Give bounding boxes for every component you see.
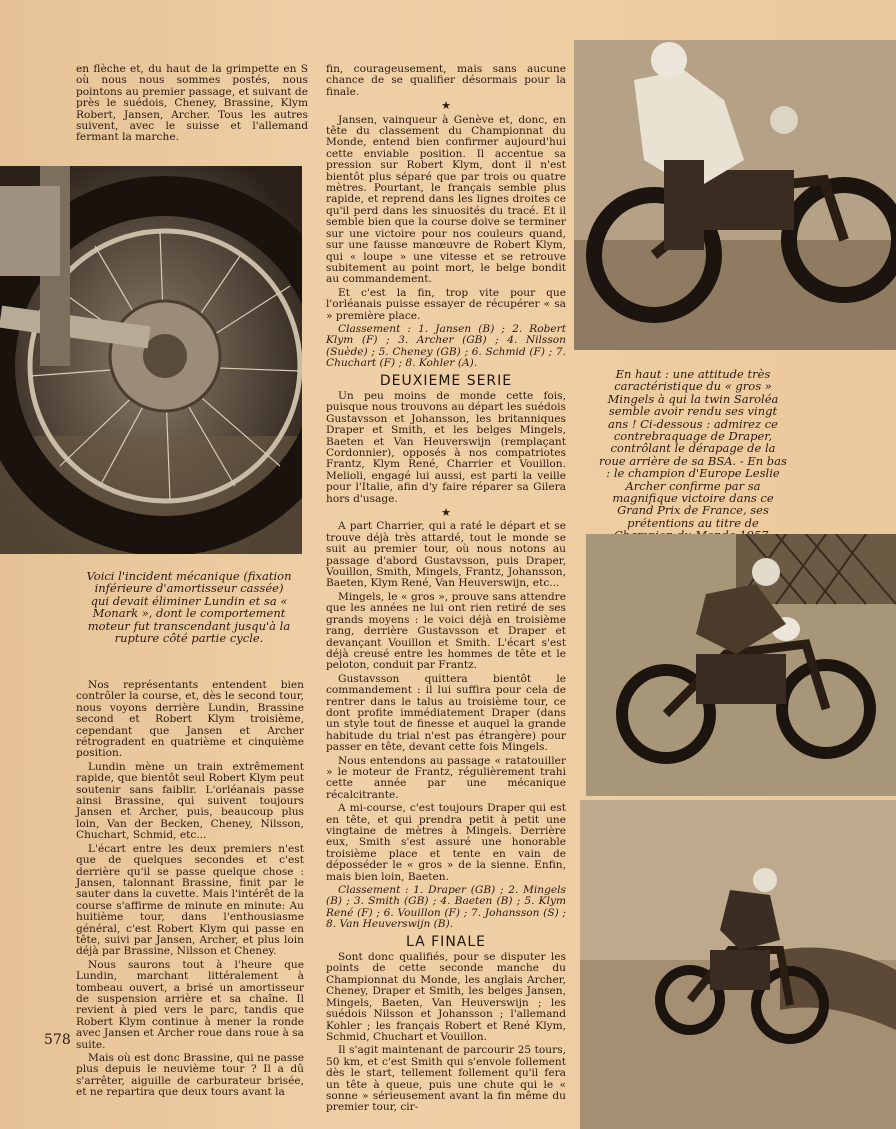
paragraph: Il s'agit maintenant de parcourir 25 tours, 50 km, et c'est Smith qui s'envole follement dès le start, tellement follement qu'il fera un tête à queue, puis une chute qui le « sonne » sérieusement avant la fin même du premier tour, cir- <box>326 1044 566 1114</box>
caption-right-photos: En haut : une attitude très caractéristique du « gros » Mingels à qui la twin Saroléa semble avoir rendu ses vingt ans ! Ci-dessous : admirez ce contrebraquage de Draper, contrôlant le dérapage de la roue arrière de sa BSA. - En bas : le champion d'Europe Leslie Archer confirme par sa magnifique victoire dans ce Grand Prix de France, ses prétentions au titre de <box>599 367 787 530</box>
paragraph: Nous entendons au passage « ratatouiller » le moteur de Frantz, régulièrement trahi cette année par une mécanique récalcitrante. <box>326 754 566 801</box>
paragraph: A part Charrier, qui a raté le départ et se trouve déjà très attardé, tout le monde se suit au premier tour, où nous notons au passage d'abord Gustavsson, puis Draper, Vouillon, Smith, Mingels, Frantz, Johansson, Baeten, Klym René, Van Heuverswijn, etc... <box>326 520 566 590</box>
paragraph: en flèche et, du haut de la grimpette en S où nous nous sommes postés, nous pointons au premier passage, et suivant de près le suédois, Cheney, Brassine, Klym Robert, Jansen, Archer. Tous les autres suivent, avec le suisse et l'allemand fermant la marche. <box>76 63 308 144</box>
column-left-top <box>76 64 308 146</box>
paragraph: L'écart entre les deux premiers n'est que de quelques secondes et c'est derrière qu'il se passe quelque chose : Jansen, talonnant Brassine, finit par le sauter dans la cuvette. Mais l'intérêt de la course s'affirme de minute en minute: Au huitième tour, dans l'enthousiasme général, c'est Robert Klym qui passe en tête, suivi par Jansen, Archer, et plus loin déjà par Brassine, Nilsson et Cheney. <box>76 842 304 958</box>
photo-draper-bsa <box>586 534 896 796</box>
paragraph: Gustavsson quittera bientôt le commandement : il lui suffira pour cela de rentrer dans le talus au troisième tour, ce dont profite immédiatement Draper (dans un style tout de finesse et auquel la grande habitude du trial n'est pas étrangère) pour passer en tête, devant cette fois Mingels. <box>326 672 566 754</box>
photo-wheel-incident <box>0 166 302 554</box>
paragraph: Et c'est la fin, trop vite pour que l'orléanais puisse essayer de récupérer « sa » première place. <box>326 286 566 322</box>
classement-serie-1: Classement : 1. Jansen (B) ; 2. Robert Klym (F) ; 3. Archer (GB) ; 4. Nilsson (Suède) ; 5. Cheney (GB) ; 6. Schmid (F) ; 7. Chuchart (F) ; 8. Kohler (A). <box>326 322 566 370</box>
heading-deuxieme-serie: DEUXIEME SERIE <box>379 372 513 389</box>
caption-wheel-incident: Voici l'incident mécanique (fixation inférieure d'amortisseur cassée) qui devait éliminer Lundin et sa « Monark », dont le comportement moteur fut transcendant jusqu'à la rupture côté partie cycle. <box>86 569 292 646</box>
paragraph: Un peu moins de monde cette fois, puisque nous trouvons au départ les suédois Gustavsson et Johansson, les britanniques Draper et Smith, et les belges Mingels, Baeten et Van Heuverswijn (remplaçant Cordonnier), opposés à nos compatriotes Frantz, Klym René, Charrier et Vouillon. Melioli, engagé lui aussi, est parti la veille pour l'Italie, afin d'y faire réparer sa Gilera hors d'usage. <box>326 389 566 505</box>
paragraph: Mingels, le « gros », prouve sans attendre que les années ne lui ont rien retiré de ses grands moyens : le voici déjà en troisième rang, derrière Gustavsson et Draper et devançant Vouillon et Smith. L'écart s'est déjà creusé entre les hommes de tête et le peloton, conduit par Frantz. <box>326 590 566 672</box>
paragraph: fin, courageusement, mais sans aucune chance de se qualifier désormais pour la finale. <box>326 63 566 98</box>
classement-serie-2: Classement : 1. Draper (GB) ; 2. Mingels (B) ; 3. Smith (GB) ; 4. Baeten (B) ; 5. Klym René (F) ; 6. Vouillon (F) ; 7. Johansson (S) ; 8. Van Heuverswijn (B). <box>326 884 566 931</box>
photo-archer-victory <box>580 800 896 1129</box>
paragraph: Nous saurons tout à l'heure que Lundin, marchant littéralement à tombeau ouvert, a brisé un amortisseur de suspension arrière et sa chaîne. Il revient à pied vers le parc, tandis que Robert Klym continue à mener la ronde avec Jansen et Archer roue dans roue à sa suite. <box>76 958 304 1051</box>
paragraph: Jansen, vainqueur à Genève et, donc, en tête du classement du Championnat du Monde, entend bien confirmer aujourd'hui cette enviable position. Il accentue sa pression sur Robert Klym, dont il n'est bientôt plus séparé que par trois ou quatre mètres. Pourtant, le français semble plus rapide, et reprend dans les lignes droites ce qu'il perd dans les sinuosités du tracé. Et il semble bien que la course doive se terminer sur une victoire pour nos couleurs quand, sur une fausse manœuvre de Robert Klym, qui « loupe » une vitesse et se retrouve subitement au point mort, le belge bondit au commandement. <box>326 113 566 286</box>
paragraph: Sont donc qualifiés, pour se disputer les points de cette seconde manche du Championnat du Monde, les anglais Archer, Cheney, Draper et Smith, les belges Jansen, Mingels, Baeten, Van Heuverswijn ; les suédois Nilsson et Johansson ; l'allemand Kohler ; les français Robert et René Klym, Schmid, Chuchart et Vouillon. <box>326 951 566 1043</box>
heading-la-finale: LA FINALE <box>405 933 487 950</box>
star-separator: ★ <box>441 99 451 113</box>
photo-mingels-sarolea <box>574 40 896 350</box>
paragraph: A mi-course, c'est toujours Draper qui est en tête, et qui prendra petit à petit une vingtaine de mètres à Mingels. Derrière eux, Smith s'est assuré une honorable troisième place et tente en vain de déposséder le « gros » de la sienne. Enfin, mais bien loin, Baeten. <box>326 802 566 883</box>
column-left-bottom <box>76 680 304 1101</box>
paragraph: Mais où est donc Brassine, qui ne passe plus depuis le neuvième tour ? Il a dû s'arrêter, aiguille de carburateur brisée, et ne repartira que deux tours avant la <box>76 1052 304 1099</box>
column-middle <box>326 64 566 1116</box>
star-separator: ★ <box>441 506 451 520</box>
paragraph: Nos représentants entendent bien contrôler la course, et, dès le second tour, nous voyons derrière Lundin, Brassine second et Robert Klym troisième, cependant que Jansen et Archer rétrogradent en quatrième et cinquième position. <box>76 679 304 760</box>
paragraph: Lundin mène un train extrêmement rapide, que bientôt seul Robert Klym peut soutenir sans faiblir. L'orléanais passe ainsi Brassine, qui suivent toujours Jansen et Archer, puis, beaucoup plus loin, Van der Becken, Cheney, Nilsson, Chuchart, Schmid, etc... <box>76 760 304 842</box>
page-number: 578 <box>44 1032 71 1048</box>
